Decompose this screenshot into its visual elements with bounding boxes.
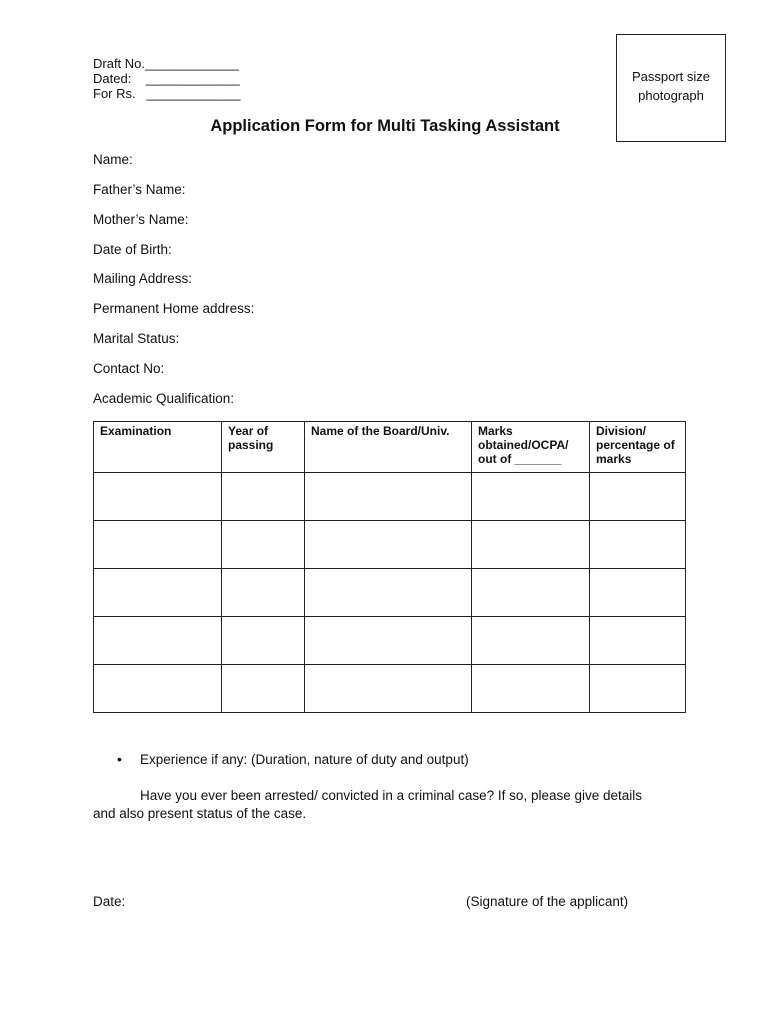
table-cell[interactable] [590, 617, 686, 665]
table-cell[interactable] [305, 569, 472, 617]
table-cell[interactable] [94, 473, 222, 521]
field-name: Name: [93, 152, 133, 167]
table-header-row [94, 422, 686, 473]
experience-prompt: Experience if any: (Duration, nature of duty and output) [140, 752, 469, 767]
table-cell[interactable] [305, 617, 472, 665]
col-header-examination: Examination [94, 422, 222, 473]
table-cell[interactable] [472, 473, 590, 521]
academic-qualification-table [93, 421, 686, 713]
table-row [94, 473, 686, 521]
field-permanent-address: Permanent Home address: [93, 301, 255, 316]
table-row [94, 617, 686, 665]
table-cell[interactable] [305, 521, 472, 569]
field-mailing-address: Mailing Address: [93, 271, 193, 286]
table-cell[interactable] [94, 665, 222, 713]
col-header-year-of-passing: Year of passing [222, 422, 305, 473]
photo-box-label-1: Passport size [631, 69, 711, 84]
form-title: Application Form for Multi Tasking Assistant [210, 117, 560, 135]
signature-label: (Signature of the applicant) [466, 894, 629, 909]
table-cell[interactable] [94, 521, 222, 569]
bullet-icon: • [117, 751, 122, 767]
table-cell[interactable] [222, 617, 305, 665]
date-label: Date: [93, 894, 126, 909]
col-header-marks-obtained: Marks obtained/OCPA/ out of _______ [472, 422, 590, 473]
table-cell[interactable] [590, 521, 686, 569]
table-cell[interactable] [94, 569, 222, 617]
table-cell[interactable] [222, 569, 305, 617]
criminal-question-line-2: and also present status of the case. [93, 806, 307, 821]
table-cell[interactable] [94, 617, 222, 665]
table-row [94, 521, 686, 569]
criminal-question-line-1: Have you ever been arrested/ convicted in a criminal case? If so, please give details [140, 788, 643, 803]
table-row [94, 665, 686, 713]
photo-box-label-2: photograph [638, 88, 704, 103]
table-row [94, 569, 686, 617]
field-contact-no: Contact No: [93, 361, 165, 376]
table-cell[interactable] [590, 473, 686, 521]
for-rs-line: For Rs. _____________ [93, 86, 241, 101]
table-cell[interactable] [472, 665, 590, 713]
table-cell[interactable] [590, 569, 686, 617]
table-cell[interactable] [305, 665, 472, 713]
dated-line: Dated: _____________ [93, 71, 240, 86]
draft-no-line: Draft No._____________ [93, 56, 240, 71]
col-header-board-univ: Name of the Board/Univ. [305, 422, 472, 473]
table-cell[interactable] [222, 473, 305, 521]
field-date-of-birth: Date of Birth: [93, 242, 172, 257]
table-cell[interactable] [305, 473, 472, 521]
field-fathers-name: Father’s Name: [93, 182, 186, 197]
field-marital-status: Marital Status: [93, 331, 180, 346]
criminal-case-question [93, 787, 693, 823]
table-cell[interactable] [590, 665, 686, 713]
col-header-division-percentage: Division/ percentage of marks [590, 422, 686, 473]
table-cell[interactable] [472, 617, 590, 665]
field-academic-qualification: Academic Qualification: [93, 391, 235, 406]
table-cell[interactable] [222, 665, 305, 713]
table-cell[interactable] [472, 521, 590, 569]
table-cell[interactable] [222, 521, 305, 569]
table-cell[interactable] [472, 569, 590, 617]
field-mothers-name: Mother’s Name: [93, 212, 189, 227]
